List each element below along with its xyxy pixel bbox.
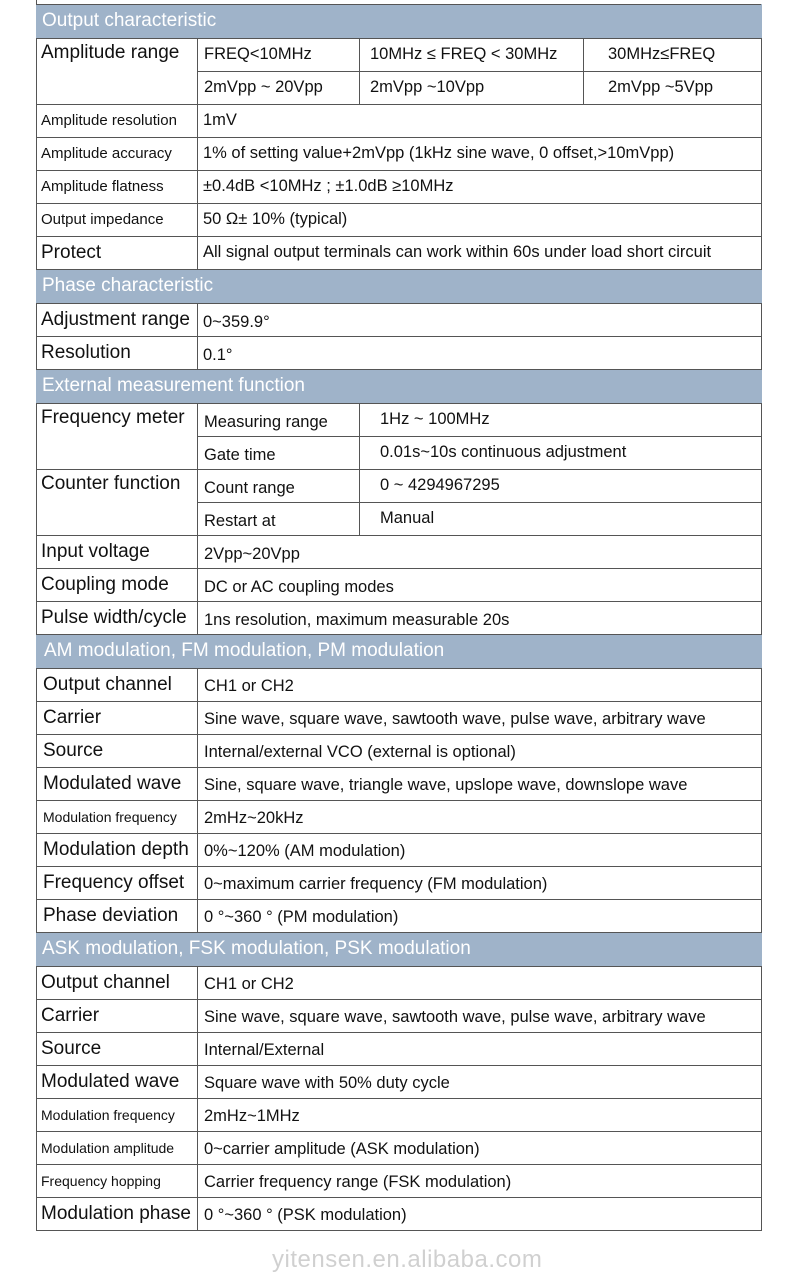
section-external-title: External measurement function — [37, 369, 762, 403]
spec-value: 0.1° — [198, 336, 762, 369]
spec-value: 2Vpp~20Vpp — [198, 535, 762, 568]
amp-range-value: 2mVpp ~5Vpp — [584, 71, 762, 104]
spec-label: Frequency hopping — [37, 1164, 198, 1197]
sub-spec-value: 1Hz ~ 100MHz — [360, 403, 762, 436]
sub-spec-value: 0 ~ 4294967295 — [360, 469, 762, 502]
spec-value: CH1 or CH2 — [198, 668, 762, 701]
spec-value: All signal output terminals can work within 60s under load short circuit — [198, 236, 762, 269]
spec-value: 0~maximum carrier frequency (FM modulation) — [198, 866, 762, 899]
amplitude-range-label: Amplitude range — [37, 38, 198, 104]
spec-label: Resolution — [37, 336, 198, 369]
spec-label: Output channel — [37, 966, 198, 999]
sub-spec-name: Restart at — [198, 502, 360, 535]
spec-label: Modulation frequency — [37, 800, 198, 833]
spec-value: Sine wave, square wave, sawtooth wave, pulse wave, arbitrary wave — [198, 999, 762, 1032]
spec-label: Modulated wave — [37, 767, 198, 800]
spec-label: Amplitude resolution — [37, 104, 198, 137]
spec-label: Modulation amplitude — [37, 1131, 198, 1164]
spec-label: Output channel — [37, 668, 198, 701]
spec-label: Modulation depth — [37, 833, 198, 866]
spec-label: Protect — [37, 236, 198, 269]
spec-label: Modulated wave — [37, 1065, 198, 1098]
spec-value: 1mV — [198, 104, 762, 137]
spec-value: 0~carrier amplitude (ASK modulation) — [198, 1131, 762, 1164]
spec-value: 1ns resolution, maximum measurable 20s — [198, 601, 762, 634]
spec-label: Pulse width/cycle — [37, 601, 198, 634]
spec-label: Source — [37, 1032, 198, 1065]
amp-range-value: 2mVpp ~ 20Vpp — [198, 71, 360, 104]
spec-label: Modulation phase — [37, 1197, 198, 1230]
amp-range-header: 10MHz ≤ FREQ < 30MHz — [360, 38, 584, 71]
spec-label: Coupling mode — [37, 568, 198, 601]
spec-value: 2mHz~1MHz — [198, 1098, 762, 1131]
sub-spec-value: Manual — [360, 502, 762, 535]
spec-label: Adjustment range — [37, 303, 198, 336]
spec-value: Sine, square wave, triangle wave, upslope wave, downslope wave — [198, 767, 762, 800]
sub-spec-name: Gate time — [198, 436, 360, 469]
section-ask-title: ASK modulation, FSK modulation, PSK modulation — [37, 932, 762, 966]
spec-sheet — [36, 0, 761, 1231]
spec-value: CH1 or CH2 — [198, 966, 762, 999]
spec-label: Carrier — [37, 701, 198, 734]
section-am-title: AM modulation, FM modulation, PM modulation — [37, 634, 762, 668]
spec-label: Source — [37, 734, 198, 767]
spec-label: Input voltage — [37, 535, 198, 568]
sub-spec-name: Count range — [198, 469, 360, 502]
section-phase-title: Phase characteristic — [37, 269, 762, 303]
spec-label: Amplitude flatness — [37, 170, 198, 203]
spec-label: Output impedance — [37, 203, 198, 236]
spec-value: 0 °~360 ° (PSK modulation) — [198, 1197, 762, 1230]
spec-label: Carrier — [37, 999, 198, 1032]
frequency-meter-label: Frequency meter — [37, 403, 198, 469]
spec-label: Amplitude accuracy — [37, 137, 198, 170]
counter-function-label: Counter function — [37, 469, 198, 535]
spec-table — [36, 0, 762, 1231]
spec-value: 0~359.9° — [198, 303, 762, 336]
spec-value: Internal/External — [198, 1032, 762, 1065]
spec-label: Modulation frequency — [37, 1098, 198, 1131]
sub-spec-name: Measuring range — [198, 403, 360, 436]
spec-value: 2mHz~20kHz — [198, 800, 762, 833]
amp-range-header: 30MHz≤FREQ — [584, 38, 762, 71]
spec-value: Square wave with 50% duty cycle — [198, 1065, 762, 1098]
section-output-title: Output characteristic — [37, 4, 762, 38]
amp-range-value: 2mVpp ~10Vpp — [360, 71, 584, 104]
spec-value: Internal/external VCO (external is optional) — [198, 734, 762, 767]
watermark: yitensen.en.alibaba.com — [272, 1246, 543, 1273]
spec-value: 1% of setting value+2mVpp (1kHz sine wave, 0 offset,>10mVpp) — [198, 137, 762, 170]
spec-value: ±0.4dB <10MHz ; ±1.0dB ≥10MHz — [198, 170, 762, 203]
amp-range-header: FREQ<10MHz — [198, 38, 360, 71]
spec-value: 50 Ω± 10% (typical) — [198, 203, 762, 236]
spec-label: Phase deviation — [37, 899, 198, 932]
spec-value: Sine wave, square wave, sawtooth wave, pulse wave, arbitrary wave — [198, 701, 762, 734]
spec-label: Frequency offset — [37, 866, 198, 899]
sub-spec-value: 0.01s~10s continuous adjustment — [360, 436, 762, 469]
spec-value: 0 °~360 ° (PM modulation) — [198, 899, 762, 932]
spec-value: DC or AC coupling modes — [198, 568, 762, 601]
spec-value: Carrier frequency range (FSK modulation) — [198, 1164, 762, 1197]
spec-value: 0%~120% (AM modulation) — [198, 833, 762, 866]
